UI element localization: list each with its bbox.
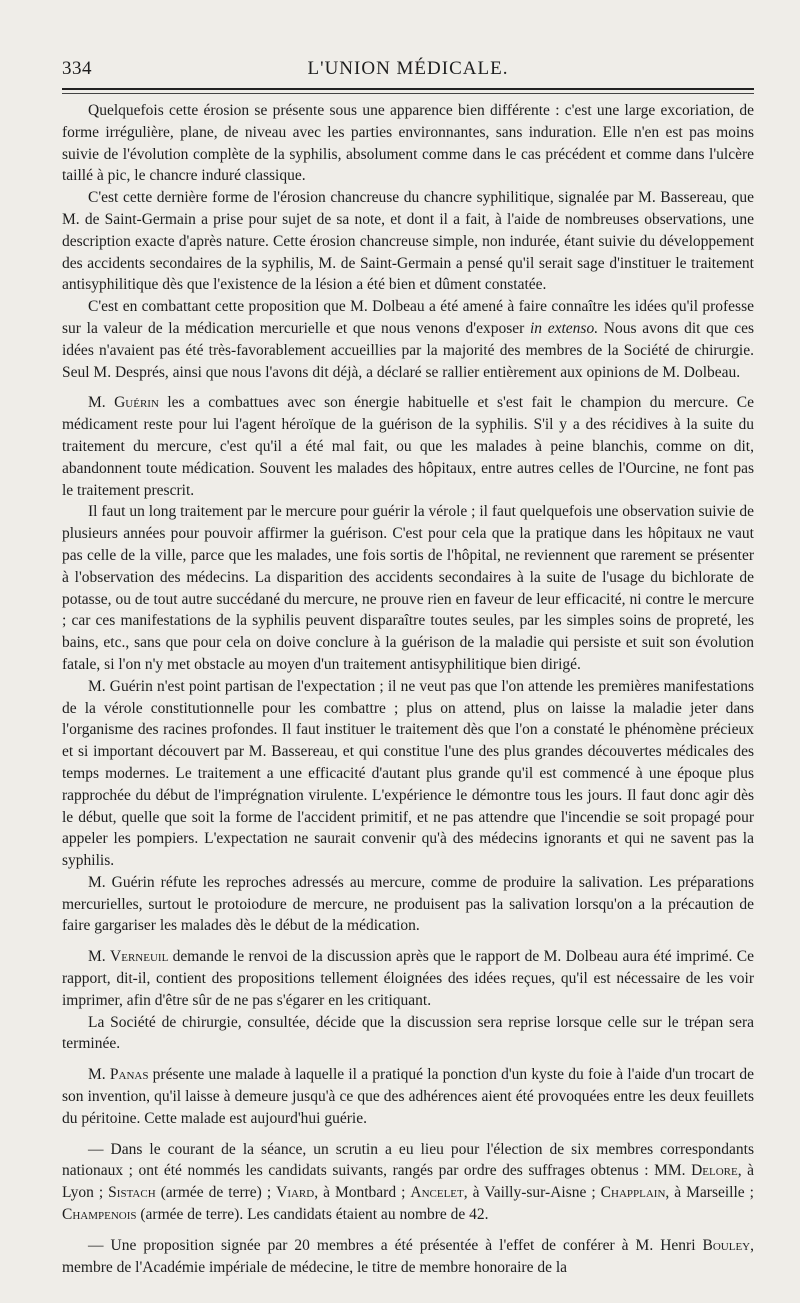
person-name: Guérin xyxy=(114,394,159,412)
person-name: Viard xyxy=(276,1184,315,1202)
paragraph-text: — Une proposition signée par 20 membres a été présentée à l'effet de conférer à M. Henri xyxy=(88,1236,703,1254)
header-rule-thin xyxy=(62,93,754,94)
italic-text: in extenso. xyxy=(529,319,599,337)
paragraph xyxy=(62,676,754,872)
paragraph-text: Quelquefois cette érosion se présente sous une apparence bien différente : c'est une large excoriation, de forme irrégulière, plane, de niveau avec les parties environnantes, sans induration. Elle n'en est pas moins suivie de l'évolution complète de la syphilis, absolument comme dans le cas précédent et comme dans l'ulcère taillé à pic, le chancre induré classique. xyxy=(62,102,754,185)
paragraph-text: , à Vailly-sur-Aisne ; xyxy=(463,1184,601,1202)
paragraph-text: , membre de l'Académie impériale de médecine, le titre de membre honoraire de la xyxy=(62,1236,754,1276)
person-name: Panas xyxy=(109,1066,149,1084)
paragraph xyxy=(62,946,754,1011)
paragraph xyxy=(62,392,754,501)
person-name: Chapplain xyxy=(600,1184,666,1202)
person-name: Ancelet xyxy=(410,1184,464,1202)
paragraph-text: (armée de terre) ; xyxy=(155,1184,277,1202)
paragraph-text: , à Lyon ; xyxy=(62,1162,755,1202)
paragraph-text: M. xyxy=(88,1066,110,1084)
paragraph-text: La Société de chirurgie, consultée, décide que la discussion sera reprise lorsque celle sur le trépan sera terminée. xyxy=(62,1013,754,1053)
paragraph-text: présente une malade à laquelle il a pratiqué la ponction d'un kyste du foie à l'aide d'un trocart de son invention, qu'il laisse à demeure jusqu'à ce que des adhérences aient été provoquées entre les deux feuillets du péritoine. Cette malade est aujourd'hui guérie. xyxy=(62,1066,754,1127)
paragraph-text: C'est en combattant cette proposition que M. Dolbeau a été amené à faire connaître les idées qu'il professe sur la valeur de la médication mercurielle et que nous venons d'exposer xyxy=(62,298,754,337)
paragraph xyxy=(62,296,754,383)
page-number: 334 xyxy=(62,58,92,79)
paragraph xyxy=(62,1139,754,1226)
body-text xyxy=(62,100,754,1278)
paragraph xyxy=(62,1064,754,1129)
paragraph-text: (armée de terre). Les candidats étaient au nombre de 42. xyxy=(136,1206,489,1224)
paragraph-text: Il faut un long traitement par le mercure pour guérir la vérole ; il faut quelquefois une observation suivie de plusieurs années pour pouvoir affirmer la guérison. C'est pour cela que la pratique dans les hôpitaux ne vaut pas celle de la ville, parce que les malades, une fois sortis de l'hôpital, ne reviennent que rarement se présenter à l'observation des médecins. La disparition des accidents secondaires à la suite de l'usage du bichlorate de potasse, ou de tout autre succédané du mercure, ne prouve rien en faveur de leur efficacité, ni contre le mercure ; car ces manifestations de la syphilis peuvent disparaître toutes seules, par les simples soins de propreté, les bains, etc., sans que pour cela on doive conclure à la guérison de la maladie qui persiste et suit son évolution fatale, si l'on n'y met obstacle au moyen d'un traitement antisyphilitique bien dirigé. xyxy=(62,503,754,673)
person-name: Verneuil xyxy=(110,948,169,966)
paragraph xyxy=(62,100,754,187)
paragraph xyxy=(62,501,754,675)
paragraph-text: C'est cette dernière forme de l'érosion chancreuse du chancre syphilitique, signalée par M. Bassereau, que M. de Saint-Germain a prise pour sujet de sa note, et dont il a fait, à l'aide de nombreuses observations, une description exacte d'après nature. Cette érosion chancreuse simple, non indurée, étant suivie du développement des accidents secondaires de la syphilis, M. de Saint-Germain a pensé qu'il serait sage d'instituer le traitement antisyphilitique dès que l'existence de la lésion a été bien et dûment constatée. xyxy=(62,189,754,294)
paragraph-text: M. Guérin n'est point partisan de l'expectation ; il ne veut pas que l'on attende les premières manifestations de la vérole constitutionnelle pour les combattre ; plus on attend, plus on laisse la maladie jeter dans l'organisme des racines profondes. Il faut instituer le traitement dès que l'on a constaté le phénomène précieux et si important découvert par M. Bassereau, et qui constitue l'une des plus grandes découvertes médicales des temps modernes. Le traitement a une efficacité d'autant plus grande qu'il est commencé à une époque plus rapprochée du début de l'imprégnation virulente. L'expérience le démontre tous les jours. Il faut donc agir dès le début, quelle que soit la forme de l'accident primitif, et ne pas attendre que l'incendie se soit propagé pour appeler les pompiers. L'expectation ne saurait convenir qu'à des médecins ignorants et qui ne savent pas la syphilis. xyxy=(62,677,754,870)
running-title: L'UNION MÉDICALE. xyxy=(307,58,509,79)
paragraph xyxy=(62,1235,754,1279)
header-rule xyxy=(62,88,754,90)
page-header xyxy=(62,56,754,86)
paragraph xyxy=(62,1012,754,1056)
person-name: Sistach xyxy=(108,1184,156,1202)
paragraph-text: , à Marseille ; xyxy=(665,1184,754,1202)
paragraph-text: les a combattues avec son énergie habituelle et s'est fait le champion du mercure. Ce médicament reste pour lui l'agent héroïque de la guérison de la syphilis. S'il y a des récidives à la suite du traitement du mercure, c'est qu'il a été mal fait, ou que les malades à peine blanchis, comme on dit, abandonnent toute médication. Souvent les malades des hôpitaux, entre autres celles de l'Ourcine, ne font pas le traitement prescrit. xyxy=(62,394,754,499)
paragraph-text: Nous avons dit que ces idées n'avaient pas été très-favorablement accueillies par la majorité des membres de la Société de chirurgie. Seul M. Després, ainsi que nous l'avons dit déjà, a déclaré se rallier entièrement aux opinions de M. Dolbeau. xyxy=(62,319,755,381)
person-name: Delore xyxy=(691,1162,738,1180)
paragraph-text: , à Montbard ; xyxy=(314,1184,411,1202)
paragraph-text: M. xyxy=(88,948,111,966)
paragraph-text: demande le renvoi de la discussion après que le rapport de M. Dolbeau aura été imprimé. Ce rapport, dit-il, contient des propositions tellement éloignées des idées reçues, qu'il est nécessaire de les voir imprimer, afin d'être sûr de ne pas s'égarer en les critiquant. xyxy=(62,948,754,1009)
paragraph-text: M. xyxy=(88,394,115,412)
person-name: Champenois xyxy=(62,1206,137,1224)
paragraph-text: M. Guérin réfute les reproches adressés au mercure, comme de produire la salivation. Les préparations mercurielles, surtout le protoiodure de mercure, ne produisent pas la salivation lorsqu'on a la précaution de faire gargariser les malades dès le début de la médication. xyxy=(62,873,754,935)
paragraph-text: — Dans le courant de la séance, un scrutin a eu lieu pour l'élection de six membres correspondants nationaux ; ont été nommés les candidats suivants, rangés par ordre des suffrages obtenus : MM. xyxy=(62,1140,754,1180)
person-name: Bouley xyxy=(702,1236,751,1254)
paragraph xyxy=(62,872,754,937)
paragraph xyxy=(62,187,754,296)
